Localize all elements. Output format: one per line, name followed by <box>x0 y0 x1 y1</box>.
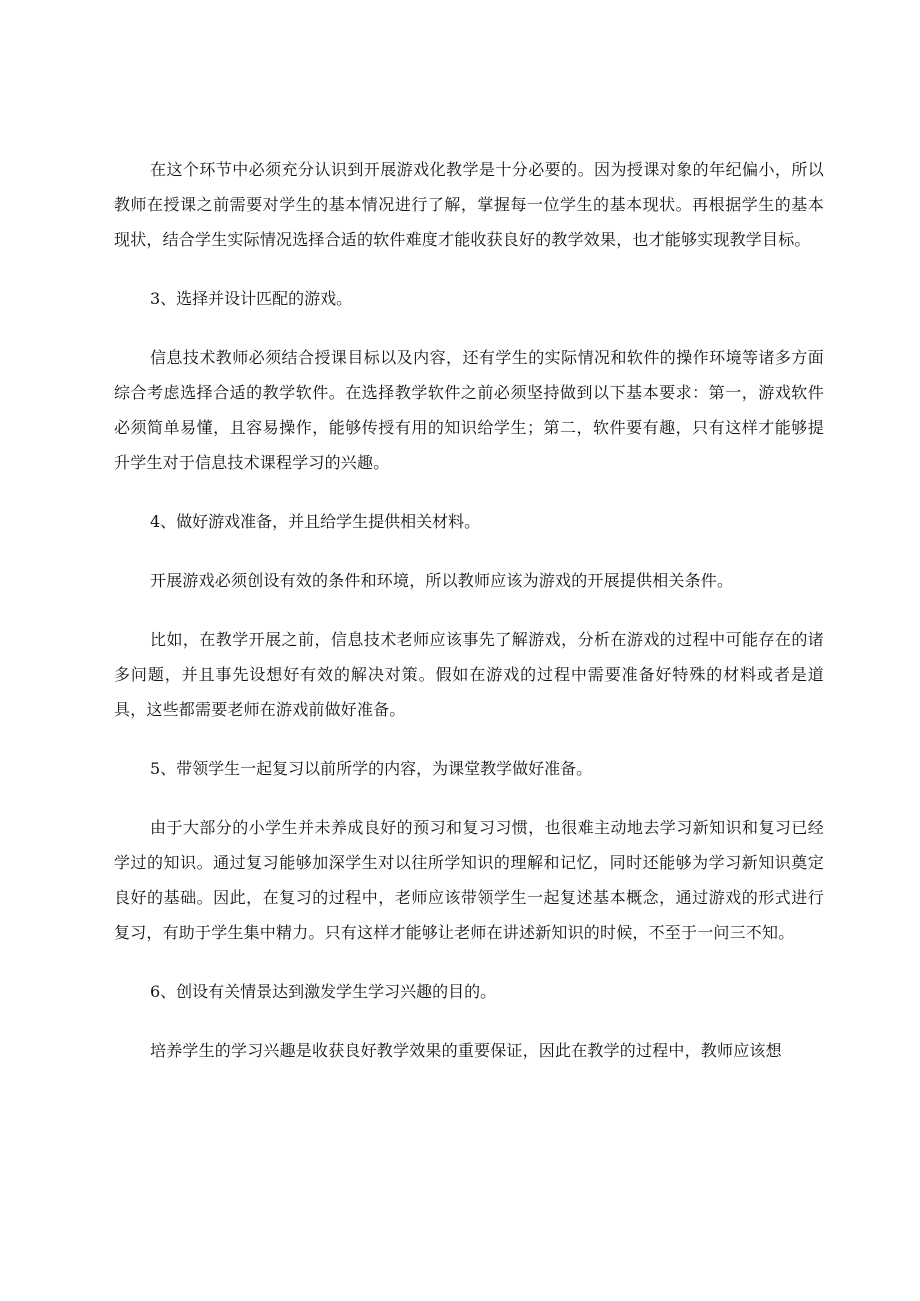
paragraph-spacer <box>114 1009 824 1033</box>
paragraph-spacer <box>114 950 824 974</box>
paragraph-spacer <box>114 786 824 810</box>
paragraph-spacer <box>114 257 824 281</box>
heading-prepare-game: 4、做好游戏准备，并且给学生提供相关材料。 <box>150 512 481 531</box>
paragraph-spacer <box>114 539 824 563</box>
heading-review-content: 5、带领学生一起复习以前所学的内容，为课堂教学做好准备。 <box>150 759 593 778</box>
paragraph-learning-interest: 培养学生的学习兴趣是收获良好教学效果的重要保证，因此在教学的过程中，教师应该想 <box>150 1041 782 1060</box>
paragraph-software-requirements: 信息技术教师必须结合授课目标以及内容，还有学生的实际情况和软件的操作环境等诸多方面综合考虑选择合适的教学软件。在选择教学软件之前必须坚持做到以下基本要求：第一，游戏软件必须简单易懂，且容易操作，能够传授有用的知识给学生；第二，软件要有趣，只有这样才能够提升学生对于信息技术课程学习的兴趣。 <box>114 348 824 472</box>
heading-select-design-game: 3、选择并设计匹配的游戏。 <box>150 289 353 308</box>
paragraph-spacer <box>114 727 824 751</box>
paragraph-game-preparation-example: 比如，在教学开展之前，信息技术老师应该事先了解游戏，分析在游戏的过程中可能存在的诸多问题，并且事先设想好有效的解决对策。假如在游戏的过程中需要准备好特殊的材料或者是道具，这些都需要老师在游戏前做好准备。 <box>114 630 824 719</box>
paragraph-game-conditions: 开展游戏必须创设有效的条件和环境，所以教师应该为游戏的开展提供相关条件。 <box>150 571 734 590</box>
heading-create-scenarios: 6、创设有关情景达到激发学生学习兴趣的目的。 <box>150 982 497 1001</box>
document-page <box>114 152 824 1068</box>
paragraph-spacer <box>114 598 824 622</box>
paragraph-spacer <box>114 480 824 504</box>
paragraph-review-habits: 由于大部分的小学生并未养成良好的预习和复习习惯，也很难主动地去学习新知识和复习已经学过的知识。通过复习能够加深学生对以往所学知识的理解和记忆，同时还能够为学习新知识奠定良好的基础。因此，在复习的过程中，老师应该带领学生一起复述基本概念，通过游戏的形式进行复习，有助于学生集中精力。只有这样才能够让老师在讲述新知识的时候，不至于一问三不知。 <box>114 818 824 942</box>
paragraph-game-teaching-necessity: 在这个环节中必须充分认识到开展游戏化教学是十分必要的。因为授课对象的年纪偏小，所以教师在授课之前需要对学生的基本情况进行了解，掌握每一位学生的基本现状。再根据学生的基本现状，结合学生实际情况选择合适的软件难度才能收获良好的教学效果，也才能够实现教学目标。 <box>114 160 824 249</box>
paragraph-spacer <box>114 316 824 340</box>
